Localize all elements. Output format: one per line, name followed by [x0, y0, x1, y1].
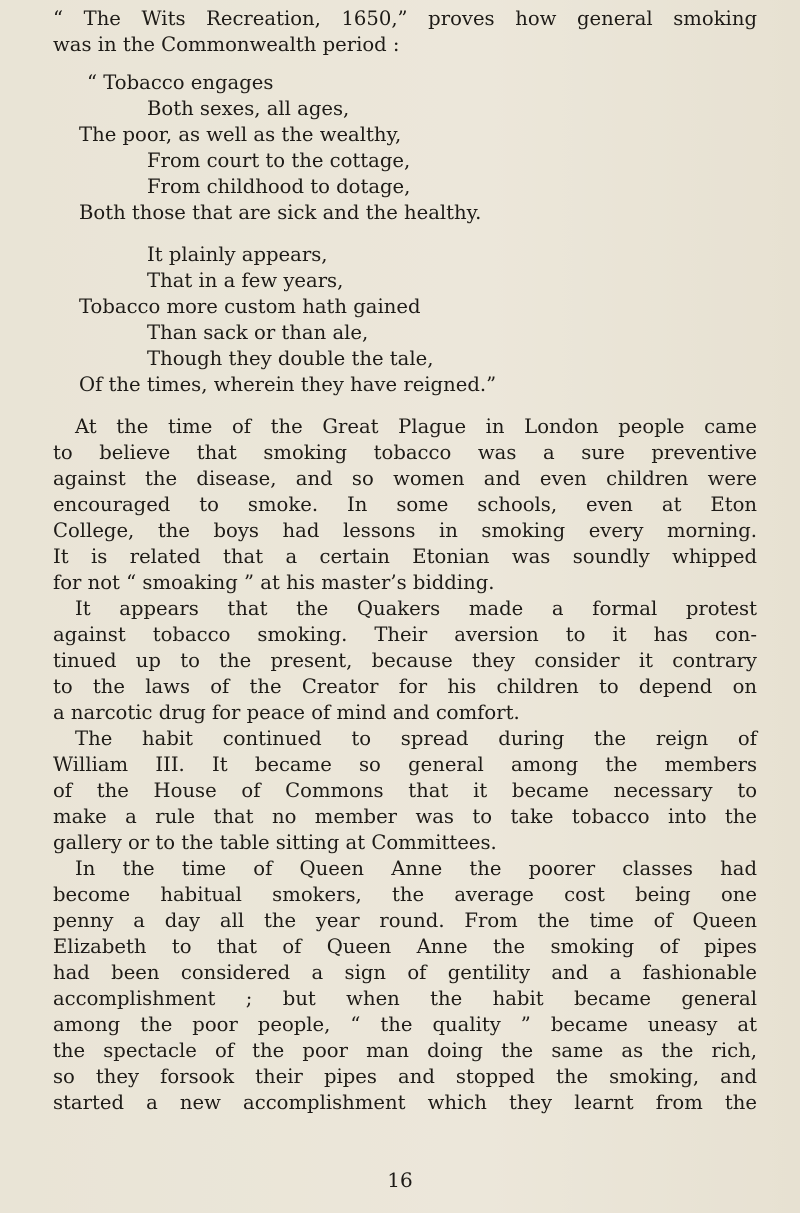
poem-line: Both sexes, all ages, — [147, 97, 350, 120]
body-line: encouraged to smoke. In some schools, even at Eton — [53, 493, 757, 516]
body-line: accomplishment ; but when the habit became general — [53, 987, 757, 1010]
body-line: make a rule that no member was to take tobacco into the — [53, 805, 757, 828]
body-line: against tobacco smoking. Their aversion to it has con- — [53, 623, 757, 646]
body-line: to the laws of the Creator for his children to depend on — [53, 675, 757, 698]
poem-line: Tobacco more custom hath gained — [79, 295, 421, 318]
body-line: gallery or to the table sitting at Committees. — [53, 831, 497, 854]
body-line: had been considered a sign of gentility and a fashionable — [53, 961, 757, 984]
body-line: It is related that a certain Etonian was soundly whipped — [53, 545, 757, 568]
body-line: tinued up to the present, because they consider it contrary — [53, 649, 757, 672]
page-number: 16 — [387, 1168, 413, 1192]
body-line: Elizabeth to that of Queen Anne the smoking of pipes — [53, 935, 757, 958]
poem-line: It plainly appears, — [147, 243, 328, 266]
poem-line: From court to the cottage, — [147, 149, 411, 172]
body-line: a narcotic drug for peace of mind and comfort. — [53, 701, 520, 724]
poem-line: Both those that are sick and the healthy. — [79, 201, 482, 224]
body-line: of the House of Commons that it became necessary to — [53, 779, 757, 802]
body-line: At the time of the Great Plague in London people came — [75, 415, 757, 438]
page-text — [53, 6, 757, 1116]
body-line: College, the boys had lessons in smoking every morning. — [53, 519, 757, 542]
body-line: so they forsook their pipes and stopped the smoking, and — [53, 1065, 757, 1088]
body-line: It appears that the Quakers made a formal protest — [75, 597, 757, 620]
poem-line: Than sack or than ale, — [147, 321, 369, 344]
intro-line: was in the Commonwealth period : — [53, 33, 400, 56]
body-line: the spectacle of the poor man doing the same as the rich, — [53, 1039, 757, 1062]
poem-line: That in a few years, — [147, 269, 344, 292]
poem-stanza-1 — [53, 70, 757, 226]
body-line: In the time of Queen Anne the poorer classes had — [75, 857, 757, 880]
body-line: William III. It became so general among the members — [53, 753, 757, 776]
body-line: to believe that smoking tobacco was a sure preventive — [53, 441, 757, 464]
poem-line: Though they double the tale, — [147, 347, 434, 370]
body-line: for not “ smoaking ” at his master’s bidding. — [53, 571, 495, 594]
body-line: among the poor people, “ the quality ” became uneasy at — [53, 1013, 757, 1036]
intro-line: “ The Wits Recreation, 1650,” proves how general smoking — [53, 7, 757, 30]
poem-line: “ Tobacco engages — [87, 71, 274, 94]
body-line: started a new accomplishment which they learnt from the — [53, 1091, 757, 1114]
body-line: against the disease, and so women and even children were — [53, 467, 757, 490]
poem-line: The poor, as well as the wealthy, — [79, 123, 402, 146]
poem-line: Of the times, wherein they have reigned.” — [79, 373, 497, 396]
poem-stanza-2 — [53, 242, 757, 398]
body-line: The habit continued to spread during the reign of — [75, 727, 757, 750]
body-line: penny a day all the year round. From the time of Queen — [53, 909, 757, 932]
body-line: become habitual smokers, the average cost being one — [53, 883, 757, 906]
poem-line: From childhood to dotage, — [147, 175, 411, 198]
